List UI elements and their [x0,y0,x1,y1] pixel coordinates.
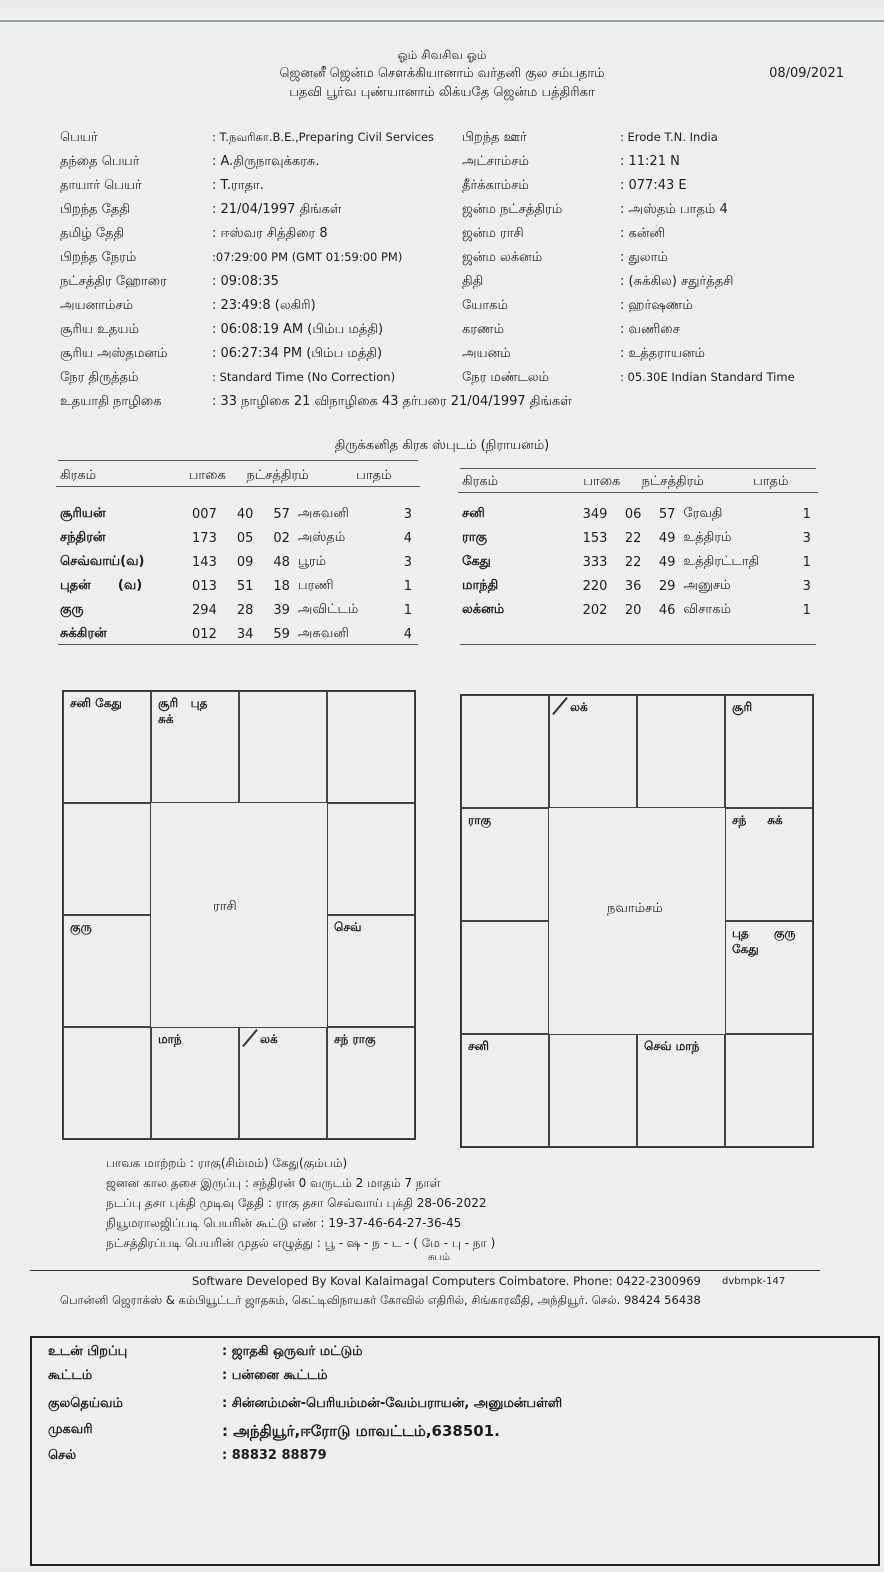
print-date: 08/09/2021 [769,66,844,81]
detail-value: : 077:43 E [620,178,687,193]
detail-label: பிறந்த நேரம் [60,250,137,265]
detail-value: : அஸ்தம் பாதம் 4 [620,202,728,217]
graha-star: உத்திரட்டாதி [683,554,760,569]
graha-name: செவ்வாய்(வ) [60,554,145,569]
table-rule [460,644,816,645]
rasi-house-5 [327,803,415,915]
detail-label: நட்சத்திர ஹோரை [60,274,167,289]
box-value: : ஜாதகி ஒருவர் மட்டும் [222,1344,363,1359]
graha-pada: 3 [403,554,412,570]
detail-label: ஜன்ம நட்சத்திரம் [462,202,563,217]
detail-label: தந்தை பெயர் [60,154,140,169]
col-graha: கிரகம் [56,466,172,487]
detail-value: : 11:21 N [620,154,680,169]
detail-value: : ஹர்ஷணம் [620,298,693,313]
detail-value: : T.நவரிகா.B.E.,Preparing Civil Services [212,130,435,144]
navamsa-house-8: செவ் மாந் [637,1034,725,1147]
table-row [56,550,420,574]
detail-label: தாயார் பெயர் [60,178,142,193]
detail-label: ஜன்ம ராசி [462,226,524,241]
box-label: உடன் பிறப்பு [48,1344,128,1359]
detail-label: யோகம் [462,298,508,313]
graha-name: லக்னம் [462,602,505,617]
graha-star: அசுவனி [297,626,349,641]
graha-table-left-body [56,502,420,646]
detail-label: அயனாம்சம் [60,298,134,313]
graha-sec: 02 [273,530,290,546]
graha-star: அவிட்டம் [297,602,359,617]
graha-name: சுக்கிரன் [60,626,107,641]
graha-min: 28 [236,602,254,618]
detail-value: :07:29:00 PM (GMT 01:59:00 PM) [212,250,403,264]
detail-label: பிறந்த தேதி [60,202,130,217]
footer-rule [30,1270,820,1271]
detail-label: பெயர் [60,130,98,145]
table-rule [58,644,418,645]
graha-pada: 3 [802,530,811,546]
graha-star: பரணி [297,578,334,593]
graha-pada: 4 [403,626,412,642]
table-row [458,526,818,550]
table-row [56,622,420,646]
graha-name: மாந்தி [462,578,499,593]
graha-pada: 1 [802,554,811,570]
graha-min: 20 [624,602,642,618]
graha-star: ரேவதி [683,506,723,521]
col-degree: பாகை [172,466,242,487]
graha-name: சூரியன் [60,506,106,521]
graha-min: 51 [236,578,254,594]
graha-min: 34 [236,626,254,642]
col-pada: பாதம் [749,472,818,493]
navamsa-chart [460,694,814,1148]
table-row [458,550,818,574]
top-border [0,20,884,22]
box-label: முகவரி [48,1422,93,1437]
detail-value: : 06:08:19 AM (பிம்ப மத்தி) [212,322,384,337]
graha-deg: 333 [582,554,608,570]
box-value: : பன்னை கூட்டம் [222,1368,328,1383]
graha-sec: 39 [273,602,290,618]
detail-value: : ஈஸ்வர சித்திரை 8 [212,226,328,241]
horoscope-sheet [0,8,884,1568]
detail-value: : A.திருநாவுக்கரசு. [212,154,320,169]
graha-pada: 3 [802,578,811,594]
table-row [56,526,420,550]
graha-name: புதன் (வ) [60,578,143,593]
detail-label: தீர்க்காம்சம் [462,178,529,193]
subham: சுபம் [428,1252,451,1263]
graha-min: 40 [236,506,254,522]
rasi-chart [62,690,416,1140]
detail-label: சூரிய உதயம் [60,322,139,337]
rasi-house-4 [327,691,415,803]
graha-pada: 3 [403,506,412,522]
rasi-house-3 [239,691,327,803]
rasi-house-10 [63,1027,151,1139]
navamsa-house-12: ராகு [461,808,549,921]
graha-star: அஸ்தம் [297,530,346,545]
table-row [458,502,818,526]
graha-table-left [56,466,420,487]
detail-label: சூரிய அஸ்தமனம் [60,346,168,361]
table-row [56,598,420,622]
graha-sec: 49 [658,530,676,546]
rasi-house-2: சூரி புத சுக் [151,691,239,803]
detail-value: : (சுக்கில) சதுர்த்தசி [620,274,734,289]
graha-deg: 202 [582,602,608,618]
detail-value: : உத்தராயனம் [620,346,705,361]
graha-star: விசாகம் [683,602,731,617]
col-graha: கிரகம் [458,472,566,493]
table-row [56,574,420,598]
box-value: : அந்தியூர்,ஈரோடு மாவட்டம்,638501. [222,1422,500,1440]
box-label: கூட்டம் [48,1368,93,1383]
graha-name: குரு [60,602,84,617]
graha-pada: 4 [403,530,412,546]
graha-star: அசுவனி [297,506,349,521]
detail-label: பிறந்த ஊர் [462,130,527,145]
table-header-row [56,466,420,487]
graha-table-right [458,472,818,493]
graha-pada: 1 [403,602,412,618]
navamsa-house-9 [549,1034,637,1147]
dasa-balance: ஜனன கால தசை இருப்பு : சந்திரன் 0 வருடம் 2 மாதம் 7 நாள் [106,1176,441,1190]
graha-min: 09 [236,554,254,570]
graha-pada: 1 [403,578,412,594]
navamsa-house-7 [725,1034,813,1147]
graha-star: உத்திரம் [683,530,732,545]
header-verse-1: ஜெனனீ ஜென்ம சௌக்கியானாம் வர்தனி குல சம்பதாம் [279,66,605,81]
rasi-house-8: லக் [239,1027,327,1139]
col-star: நட்சத்திரம் [638,472,749,493]
graha-deg: 143 [192,554,217,570]
rasi-house-12 [63,803,151,915]
graha-sec: 59 [273,626,290,642]
graha-sec: 48 [273,554,290,570]
graha-sec: 49 [658,554,676,570]
graha-name: ராகு [462,530,487,545]
detail-value: : துலாம் [620,250,668,265]
graha-pada: 1 [802,506,811,522]
detail-value: : T.ராதா. [212,178,264,193]
col-pada: பாதம் [352,466,420,487]
graha-name: கேது [462,554,491,569]
box-value: : 88832 88879 [222,1448,327,1463]
detail-value: : 09:08:35 [212,274,279,289]
rasi-title: ராசி [213,899,237,914]
graha-pada: 1 [802,602,811,618]
current-dasa: நடப்பு தசா புக்தி முடிவு தேதி : ராகு தசா செவ்வாய் புக்தி 28-06-2022 [106,1196,487,1210]
detail-label: நேர மண்டலம் [462,370,550,385]
software-credit: Software Developed By Koval Kalaimagal Computers Coimbatore. Phone: 0422-2300969 [192,1274,701,1288]
shop-info: பொன்னி ஜெராக்ஸ் & கம்பியூட்டர் ஜாதகம், கெட்டிவிநாயகர் கோவில் எதிரில், சிங்காரவீதி, அந்தியூர். செல். 98424 56438 [60,1293,701,1307]
box-value: : சின்னம்மன்-பெரியம்மன்-வேம்பராயன், அனுமன்பள்ளி [222,1396,563,1411]
table-row [458,574,818,598]
graha-name: சனி [462,506,485,521]
numerology: நியூமராலஜிப்படி பெயரின் கூட்டு எண் : 19-37-46-64-27-36-45 [106,1216,462,1230]
graha-min: 22 [624,554,642,570]
detail-label: உதயாதி நாழிகை [60,394,162,409]
name-letters: நட்சத்திரப்படி பெயரின் முதல் எழுத்து : பூ - ஷ - ந - ட - ( மே - பு - நா ) [106,1236,496,1250]
navamsa-house-6: புத குரு கேது [725,921,813,1034]
graha-min: 36 [624,578,642,594]
navamsa-house-4: சூரி [725,695,813,808]
graha-sec: 57 [273,506,290,522]
table-rule [460,468,816,469]
bhava-change: பாவக மாற்றம் : ராகு(சிம்மம்) கேது(கும்பம்) [106,1156,348,1170]
graha-deg: 173 [192,530,217,546]
rasi-house-1: சனி கேது [63,691,151,803]
rasi-house-9: மாந் [151,1027,239,1139]
col-degree: பாகை [566,472,638,493]
box-label: குலதெய்வம் [48,1396,123,1411]
box-label: செல் [48,1448,77,1463]
navamsa-house-10: சனி [461,1034,549,1147]
graha-name: சந்திரன் [60,530,106,545]
detail-label: தமிழ் தேதி [60,226,125,241]
table-header-row [458,472,818,493]
table-row [56,502,420,526]
header-verse-2: பதவி பூர்வ புண்யானாம் லிக்யதே ஜென்ம பத்திரிகா [289,85,595,100]
navamsa-house-3 [637,695,725,808]
detail-label: திதி [462,274,484,289]
graha-deg: 013 [192,578,217,594]
graha-sec: 57 [658,506,676,522]
graha-min: 22 [624,530,642,546]
detail-label: கரணம் [462,322,505,337]
table-row [458,598,818,622]
detail-value: : 21/04/1997 திங்கள் [212,202,342,217]
col-star: நட்சத்திரம் [242,466,352,487]
graha-sec: 18 [273,578,290,594]
graha-deg: 220 [582,578,608,594]
detail-label: அட்சாம்சம் [462,154,529,169]
rasi-house-11: குரு [63,915,151,1027]
graha-table-right-body [458,502,818,622]
navamsa-house-2: லக் [549,695,637,808]
table-rule [58,460,418,461]
navamsa-house-11 [461,921,549,1034]
graha-star: பூரம் [297,554,327,569]
navamsa-house-1 [461,695,549,808]
rasi-house-7: சந் ராகு [327,1027,415,1139]
detail-value: : Erode T.N. India [620,130,718,144]
detail-value: : வணிசை [620,322,680,337]
graha-sec: 46 [658,602,676,618]
software-code: dvbmpk-147 [722,1276,786,1287]
detail-label: நேர திருத்தம் [60,370,139,385]
graha-min: 05 [236,530,254,546]
detail-value: : 23:49:8 (லகிரி) [212,298,316,313]
detail-label: ஜன்ம லக்னம் [462,250,543,265]
header-invocation: ஓம் சிவசிவ ஓம் [397,48,487,62]
family-info-box [30,1336,880,1566]
detail-value: : 06:27:34 PM (பிம்ப மத்தி) [212,346,383,361]
navamsa-house-5: சந் சுக் [725,808,813,921]
detail-value: : 05.30E Indian Standard Time [620,370,795,384]
graha-deg: 294 [192,602,217,618]
navamsa-title: நவாம்சம் [607,901,663,916]
detail-value: : Standard Time (No Correction) [212,370,396,384]
graha-deg: 153 [582,530,608,546]
graha-deg: 007 [192,506,217,522]
detail-value: : 33 நாழிகை 21 விநாழிகை 43 தர்பரை 21/04/1997 திங்கள் [212,394,572,409]
graha-deg: 012 [192,626,217,642]
graha-star: அனுசம் [683,578,731,593]
graha-section-title: திருக்கனித கிரக ஸ்புடம் (நிராயனம்) [334,438,550,453]
graha-deg: 349 [582,506,608,522]
rasi-house-6: செவ் [327,915,415,1027]
detail-value: : கன்னி [620,226,665,241]
graha-sec: 29 [658,578,676,594]
graha-min: 06 [624,506,642,522]
detail-label: அயனம் [462,346,511,361]
